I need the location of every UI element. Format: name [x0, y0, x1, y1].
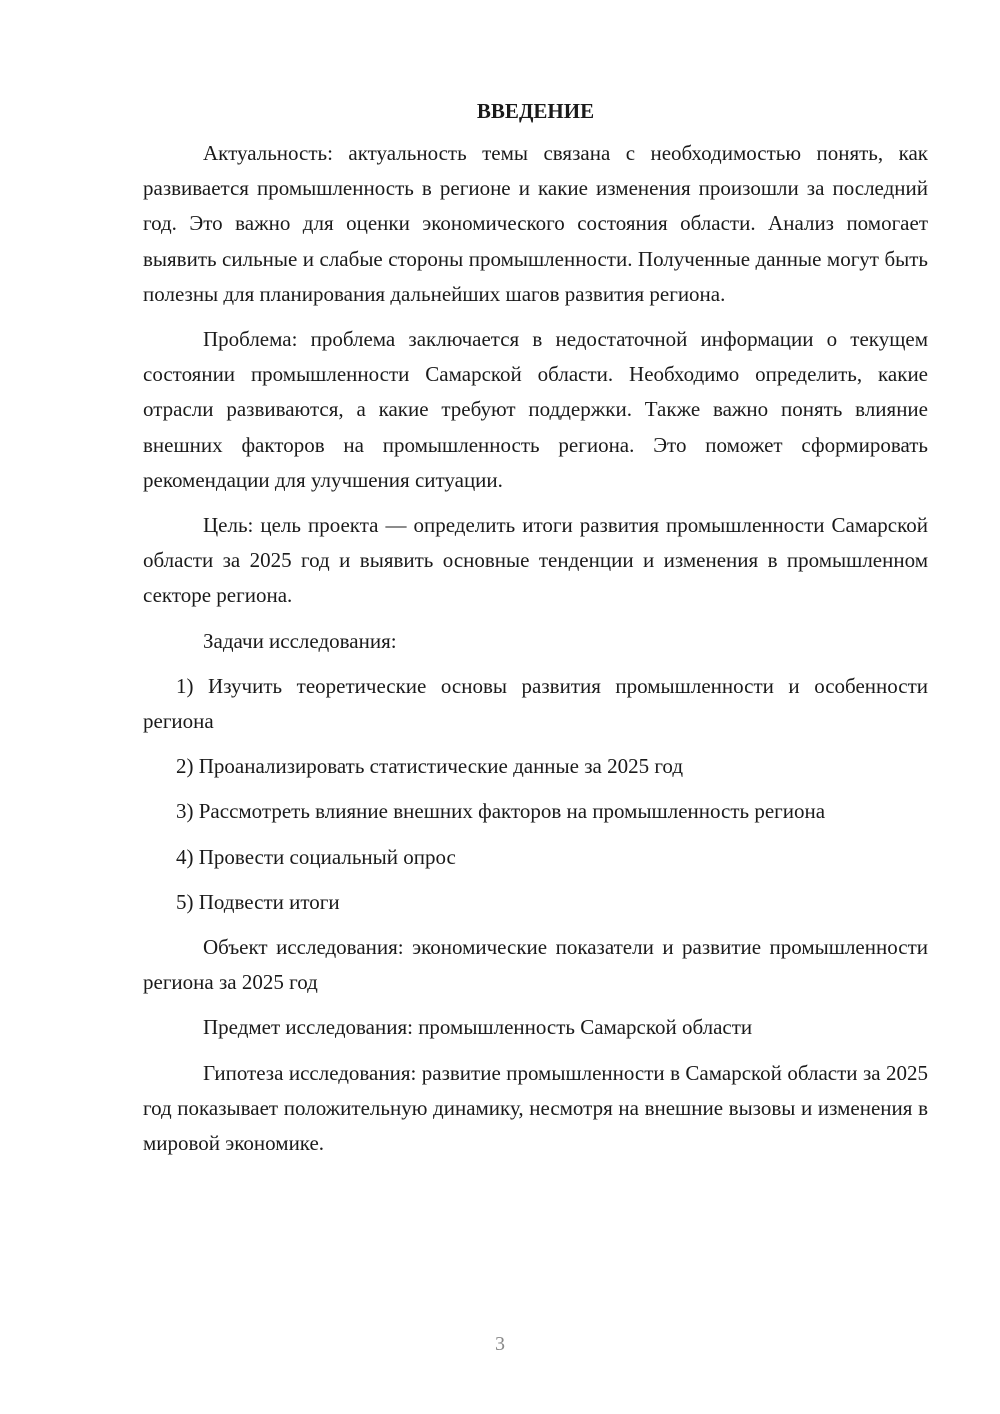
page-number: 3: [495, 1333, 505, 1355]
section-title: ВВЕДЕНИЕ: [476, 99, 595, 123]
page-content: [143, 96, 928, 1171]
task-item-3: 3) Рассмотреть влияние внешних факторов на промышленность региона: [176, 799, 826, 824]
object-paragraph: Объект исследования: экономические показатели и развитие промышленности региона за 2025 год: [143, 935, 928, 995]
task-item-1: 1) Изучить теоретические основы развития промышленности и особенности региона: [143, 673, 928, 734]
tasks-heading: Задачи исследования:: [203, 628, 397, 653]
task-item-2: 2) Проанализировать статистические данные за 2025 год: [176, 754, 684, 779]
hypothesis-paragraph: Гипотеза исследования: развитие промышленности в Самарской области за 2025 год показывает положительную динамику, несмотря на внешние вызовы и изменения в мировой экономике.: [143, 1060, 928, 1156]
goal-paragraph: Цель: цель проекта — определить итоги развития промышленности Самарской области за 2025 год и выявить основные тенденции и изменения в промышленном секторе региона.: [143, 513, 928, 608]
problem-paragraph: Проблема: проблема заключается в недостаточной информации о текущем состоянии промышленности Самарской области. Необходимо определить, какие отрасли развиваются, а какие требуют поддержки. Также важно понять влияние внешних факторов на промышленность региона. Это поможет сформировать рекомендации для улучшения ситуации.: [143, 327, 928, 492]
subject-paragraph: Предмет исследования: промышленность Самарской области: [203, 1015, 753, 1040]
relevance-paragraph: Актуальность: актуальность темы связана с необходимостью понять, как развивается промышленность в регионе и какие изменения произошли за последний год. Это важно для оценки экономического состояния области. Анализ помогает выявить сильные и слабые стороны промышленности. Полученные данные могут быть полезны для планирования дальнейших шагов развития региона.: [143, 141, 928, 306]
task-item-4: 4) Провести социальный опрос: [176, 844, 456, 869]
task-item-5: 5) Подвести итоги: [176, 889, 340, 914]
